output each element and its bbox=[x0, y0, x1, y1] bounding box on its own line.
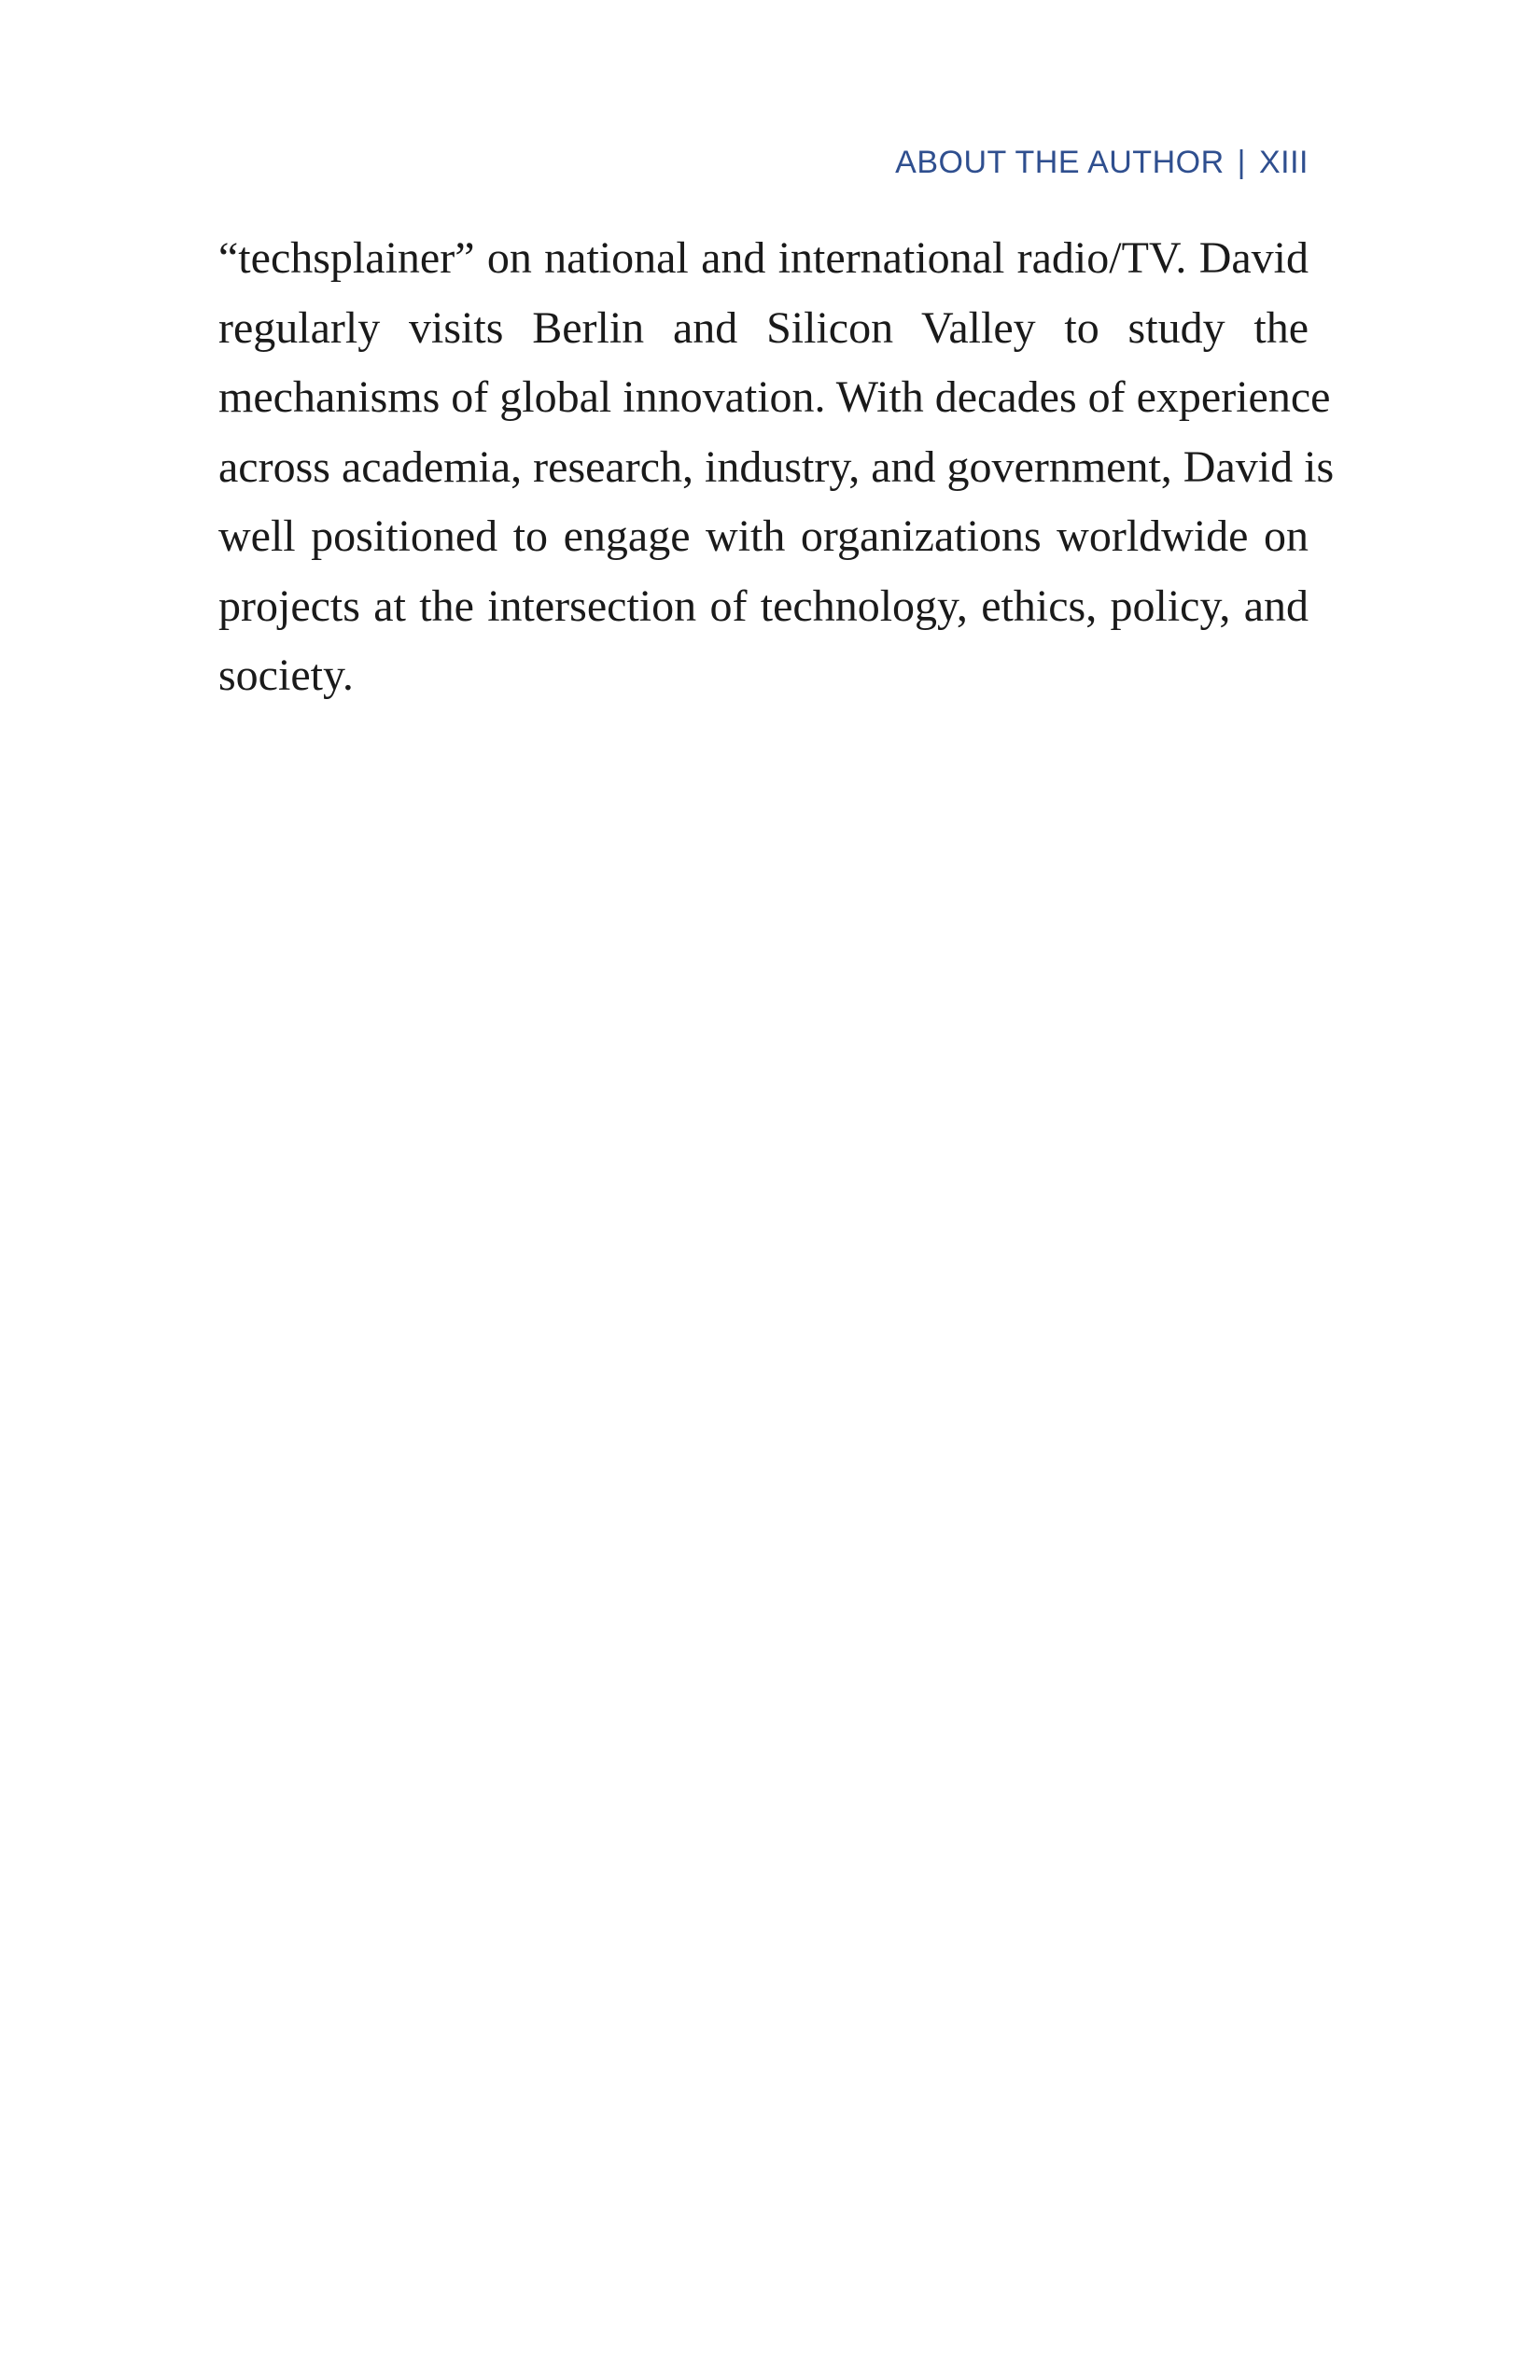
body-line: across academia, research, industry, and government, David is bbox=[218, 441, 1335, 492]
body-paragraph bbox=[218, 224, 1335, 711]
page-number: XIII bbox=[1258, 145, 1309, 180]
body-line: projects at the intersection of technology, ethics, policy, and bbox=[218, 581, 1309, 631]
body-line: well positioned to engage with organizations worldwide on bbox=[218, 511, 1309, 561]
body-line: society. bbox=[218, 651, 354, 700]
running-head bbox=[895, 144, 1309, 181]
body-line: mechanisms of global innovation. With decades of experience bbox=[218, 372, 1331, 422]
body-line: “techsplainer” on national and international radio/TV. David bbox=[218, 233, 1309, 283]
running-head-section: ABOUT THE AUTHOR bbox=[895, 145, 1225, 180]
running-head-separator: | bbox=[1237, 145, 1246, 180]
body-line: regularly visits Berlin and Silicon Valley to study the bbox=[218, 302, 1309, 353]
